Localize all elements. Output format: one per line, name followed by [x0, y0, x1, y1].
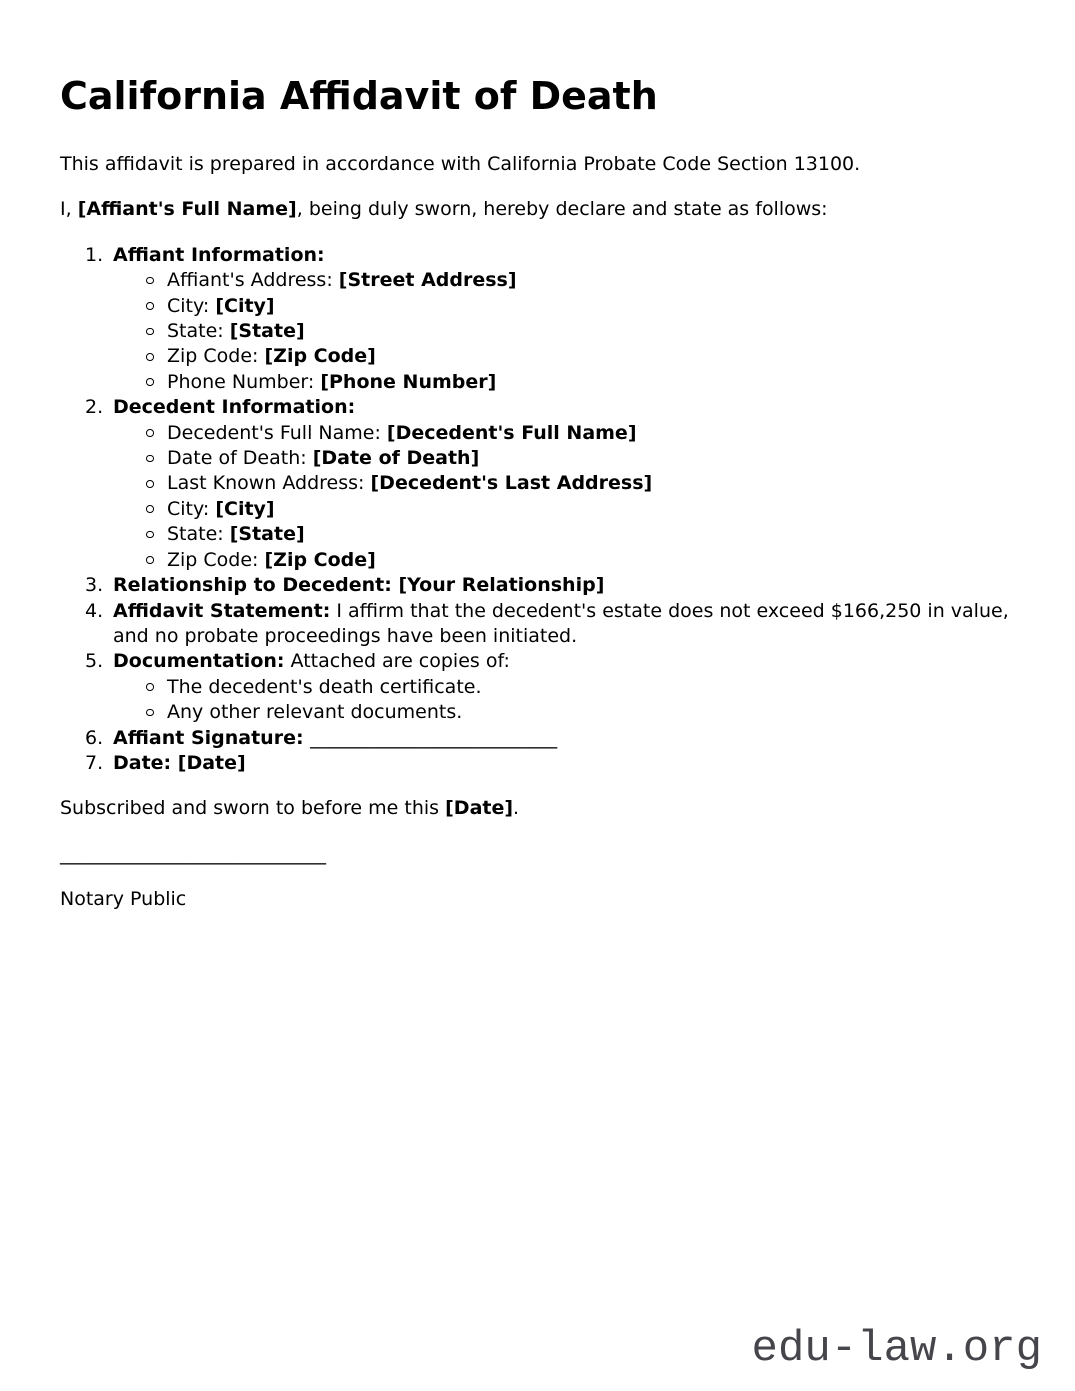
list-item-affiant-state [113, 319, 1015, 344]
item-title: Relationship to Decedent: [Your Relationship] [113, 574, 605, 597]
circle-bullet-icon [146, 505, 154, 513]
subscribed-pre: Subscribed and sworn to before me this [60, 797, 446, 820]
field-placeholder: [State] [229, 320, 305, 343]
list-item-other-documents [113, 700, 1015, 725]
item-title: Documentation: [113, 650, 285, 673]
field-placeholder: [Decedent's Full Name] [386, 421, 637, 444]
circle-bullet-icon [146, 455, 154, 463]
affiant-info-sublist [113, 268, 1015, 395]
circle-bullet-icon [146, 277, 154, 285]
field-placeholder: [Street Address] [338, 269, 517, 292]
item-number: 1. [85, 243, 104, 266]
list-item-affidavit-statement [60, 599, 1015, 650]
list-item-affiant-phone [113, 370, 1015, 395]
field-label: Last Known Address: [167, 472, 371, 495]
field-label: City: [167, 497, 216, 520]
list-item-date-of-death [113, 446, 1015, 471]
circle-bullet-icon [146, 378, 154, 386]
bullet-text: Any other relevant documents. [167, 701, 463, 724]
field-placeholder: [State] [229, 523, 305, 546]
subscribed-post: . [513, 797, 520, 820]
list-item-decedent-state [113, 522, 1015, 547]
item-title: Decedent Information: [113, 396, 356, 419]
field-placeholder: [Decedent's Last Address] [370, 472, 653, 495]
item-number: 6. [85, 726, 104, 749]
subscribed-date-placeholder: [Date] [445, 797, 514, 820]
bullet-text: The decedent's death certificate. [167, 675, 482, 698]
declaration-pre: I, [60, 198, 78, 221]
list-item-last-known-address [113, 471, 1015, 496]
list-item-affiant-address [113, 268, 1015, 293]
circle-bullet-icon [146, 709, 154, 717]
circle-bullet-icon [146, 302, 154, 310]
circle-bullet-icon [146, 480, 154, 488]
item-title: Affiant Information: [113, 243, 325, 266]
circle-bullet-icon [146, 556, 154, 564]
field-placeholder: [City] [215, 497, 275, 520]
field-label: Phone Number: [167, 370, 321, 393]
list-item-affiant-zip [113, 344, 1015, 369]
field-label: Affiant's Address: [167, 269, 339, 292]
circle-bullet-icon [146, 683, 154, 691]
declaration-paragraph [60, 197, 1015, 222]
affiant-name-placeholder: [Affiant's Full Name] [77, 198, 297, 221]
page-title: California Affidavit of Death [60, 74, 658, 118]
affidavit-outline [60, 243, 1015, 777]
field-placeholder: [Zip Code] [264, 548, 376, 571]
field-label: Date of Death: [167, 447, 313, 470]
site-watermark: edu-law.org [751, 1324, 1042, 1374]
field-label: Zip Code: [167, 345, 265, 368]
item-number: 3. [85, 574, 104, 597]
item-number: 7. [85, 751, 104, 774]
field-placeholder: [Date of Death] [312, 447, 480, 470]
field-placeholder: [Phone Number] [320, 370, 497, 393]
item-title: Date: [Date] [113, 751, 246, 774]
notary-public-label: Notary Public [60, 888, 187, 911]
list-item-decedent-city [113, 497, 1015, 522]
decedent-info-sublist [113, 421, 1015, 573]
documentation-text: Attached are copies of: [284, 650, 510, 673]
list-item-relationship [60, 573, 1015, 598]
list-item-death-certificate [113, 675, 1015, 700]
circle-bullet-icon [146, 531, 154, 539]
item-number: 5. [85, 650, 104, 673]
field-label: Zip Code: [167, 548, 265, 571]
list-item-affiant-city [113, 294, 1015, 319]
list-item-decedent-zip [113, 548, 1015, 573]
notary-label-paragraph [60, 887, 1015, 912]
intro-text: This affidavit is prepared in accordance with California Probate Code Section 13100. [60, 153, 861, 175]
intro-paragraph [60, 152, 1015, 177]
field-placeholder: [Zip Code] [264, 345, 376, 368]
circle-bullet-icon [146, 328, 154, 336]
signature-blank-line: __________________________ [310, 726, 558, 749]
circle-bullet-icon [146, 353, 154, 361]
field-placeholder: [City] [215, 294, 275, 317]
field-label: City: [167, 294, 216, 317]
list-item-decedent-information [60, 395, 1015, 573]
item-number: 2. [85, 396, 104, 419]
documentation-sublist [113, 675, 1015, 726]
field-label: Decedent's Full Name: [167, 421, 387, 444]
item-number: 4. [85, 599, 104, 622]
list-item-documentation [60, 649, 1015, 725]
list-item-decedent-name [113, 421, 1015, 446]
field-label: State: [167, 523, 230, 546]
field-label: State: [167, 320, 230, 343]
list-item-affiant-signature [60, 726, 1015, 751]
declaration-post: , being duly sworn, hereby declare and state as follows: [296, 198, 828, 221]
item-title: Affidavit Statement: [113, 599, 331, 622]
circle-bullet-icon [146, 429, 154, 437]
statement-text: I affirm that the decedent's estate does not exceed $166,250 in value, and no probate proceedings have been initiated. [113, 599, 1009, 647]
notary-signature-line-paragraph [60, 842, 1015, 867]
notary-signature-blank-line: ____________________________ [60, 842, 326, 865]
subscribed-paragraph [60, 796, 1015, 821]
item-title: Affiant Signature: [113, 726, 311, 749]
list-item-date [60, 751, 1015, 776]
list-item-affiant-information [60, 243, 1015, 395]
